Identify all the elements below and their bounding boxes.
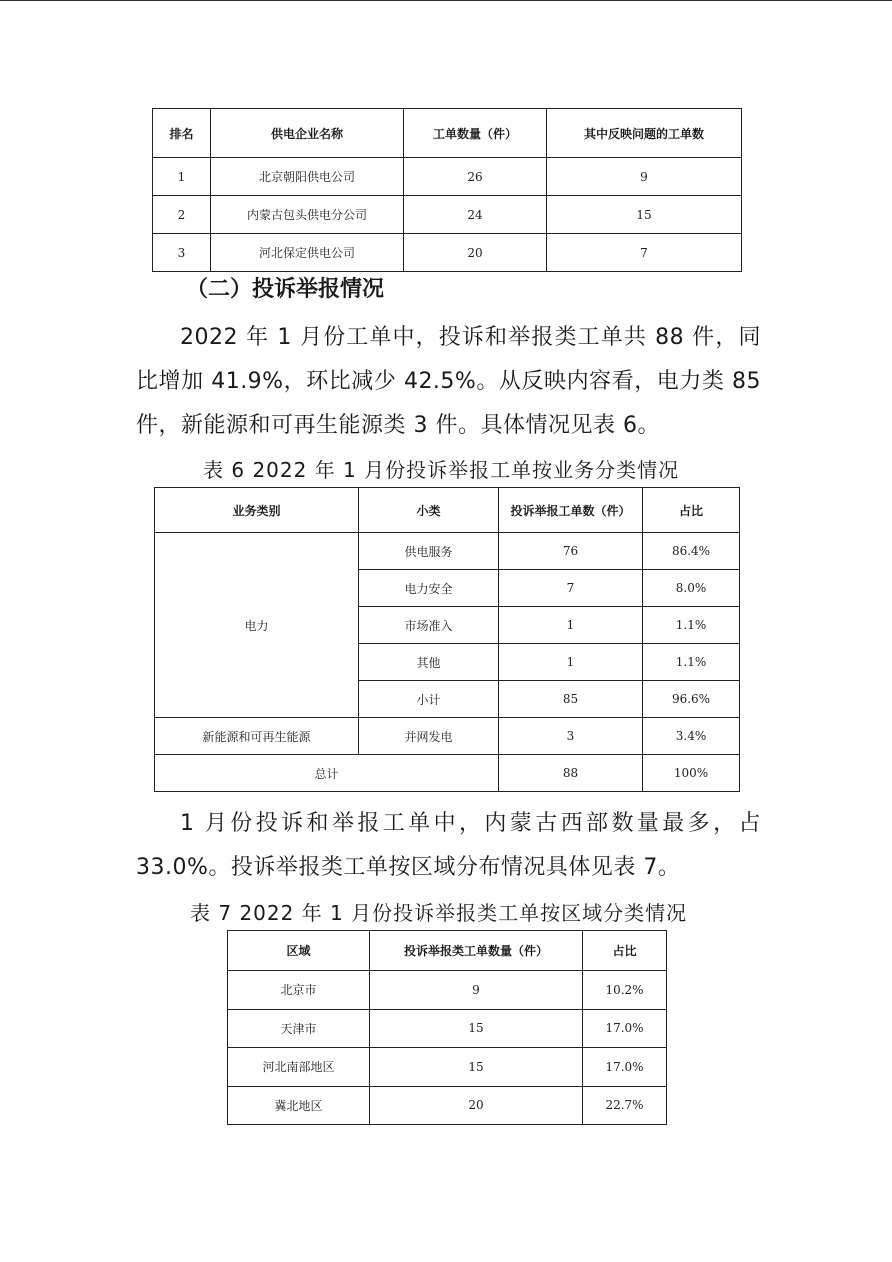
table-row [155, 533, 740, 570]
cell-share: 96.6% [643, 681, 740, 718]
business-category-table [154, 487, 740, 792]
cell-ticket-count: 85 [499, 681, 643, 718]
table-row [153, 196, 742, 234]
cell-ticket-count: 15 [370, 1048, 583, 1087]
cell-ticket-count: 24 [404, 196, 547, 234]
cell-subcategory: 并网发电 [359, 718, 499, 755]
cell-total-label: 总计 [155, 755, 499, 792]
region-table [227, 930, 667, 1125]
cell-share: 10.2% [583, 971, 667, 1010]
cell-region: 天津市 [228, 1009, 370, 1048]
section-heading: （二）投诉举报情况 [186, 277, 385, 302]
cell-share: 1.1% [643, 607, 740, 644]
header-share: 占比 [643, 488, 740, 533]
cell-company: 河北保定供电公司 [211, 234, 404, 272]
cell-share: 3.4% [643, 718, 740, 755]
cell-ticket-count: 1 [499, 644, 643, 681]
table-header-row [153, 109, 742, 158]
cell-issue-count: 7 [547, 234, 742, 272]
header-ticket-count: 投诉举报类工单数量（件） [370, 931, 583, 971]
header-region: 区域 [228, 931, 370, 971]
paragraph-complaints-summary [136, 316, 761, 448]
paragraph-line: 1 月份投诉和举报工单中，内蒙古西部数量最多，占 [180, 811, 761, 836]
cell-category-power: 电力 [155, 533, 359, 718]
cell-subcategory: 供电服务 [359, 533, 499, 570]
cell-subcategory: 电力安全 [359, 570, 499, 607]
header-ticket-count: 投诉举报工单数（件） [499, 488, 643, 533]
cell-subcategory: 市场准入 [359, 607, 499, 644]
cell-ticket-count: 15 [370, 1009, 583, 1048]
cell-ticket-count: 88 [499, 755, 643, 792]
table7-caption: 表 7 2022 年 1 月份投诉举报类工单按区域分类情况 [190, 901, 688, 925]
table-header-row [228, 931, 667, 971]
table-row [228, 971, 667, 1010]
paragraph-line: 件，新能源和可再生能源类 3 件。具体情况见表 6。 [136, 413, 660, 438]
cell-share: 1.1% [643, 644, 740, 681]
cell-region: 北京市 [228, 971, 370, 1010]
cell-share: 17.0% [583, 1048, 667, 1087]
cell-subcategory: 其他 [359, 644, 499, 681]
cell-ticket-count: 20 [370, 1086, 583, 1125]
cell-share: 22.7% [583, 1086, 667, 1125]
header-subcategory: 小类 [359, 488, 499, 533]
table-row [228, 1048, 667, 1087]
cell-ticket-count: 7 [499, 570, 643, 607]
cell-ticket-count: 1 [499, 607, 643, 644]
header-company: 供电企业名称 [211, 109, 404, 158]
cell-ticket-count: 3 [499, 718, 643, 755]
header-rank: 排名 [153, 109, 211, 158]
page-top-border [0, 0, 892, 1]
cell-share: 8.0% [643, 570, 740, 607]
paragraph-line: 比增加 41.9%，环比减少 42.5%。从反映内容看，电力类 85 [136, 369, 761, 394]
cell-subcategory: 小计 [359, 681, 499, 718]
table-row [153, 158, 742, 196]
cell-ticket-count: 20 [404, 234, 547, 272]
header-ticket-count: 工单数量（件） [404, 109, 547, 158]
table-row [153, 234, 742, 272]
cell-region: 冀北地区 [228, 1086, 370, 1125]
cell-rank: 2 [153, 196, 211, 234]
cell-issue-count: 15 [547, 196, 742, 234]
cell-ticket-count: 9 [370, 971, 583, 1010]
cell-company: 内蒙古包头供电分公司 [211, 196, 404, 234]
cell-share: 17.0% [583, 1009, 667, 1048]
cell-issue-count: 9 [547, 158, 742, 196]
cell-rank: 3 [153, 234, 211, 272]
cell-share: 100% [643, 755, 740, 792]
table-row [228, 1086, 667, 1125]
cell-share: 86.4% [643, 533, 740, 570]
ranking-table [152, 108, 742, 272]
header-category: 业务类别 [155, 488, 359, 533]
cell-rank: 1 [153, 158, 211, 196]
header-share: 占比 [583, 931, 667, 971]
cell-ticket-count: 76 [499, 533, 643, 570]
table-total-row [155, 755, 740, 792]
cell-category-renewable: 新能源和可再生能源 [155, 718, 359, 755]
header-issue-count: 其中反映问题的工单数 [547, 109, 742, 158]
table6-caption: 表 6 2022 年 1 月份投诉举报工单按业务分类情况 [203, 458, 680, 482]
table-row [228, 1009, 667, 1048]
paragraph-line: 33.0%。投诉举报类工单按区域分布情况具体见表 7。 [136, 855, 681, 880]
paragraph-line: 2022 年 1 月份工单中，投诉和举报类工单共 88 件，同 [180, 325, 761, 350]
table-row [155, 718, 740, 755]
cell-ticket-count: 26 [404, 158, 547, 196]
paragraph-region-summary [136, 802, 761, 890]
table-header-row [155, 488, 740, 533]
cell-company: 北京朝阳供电公司 [211, 158, 404, 196]
cell-region: 河北南部地区 [228, 1048, 370, 1087]
